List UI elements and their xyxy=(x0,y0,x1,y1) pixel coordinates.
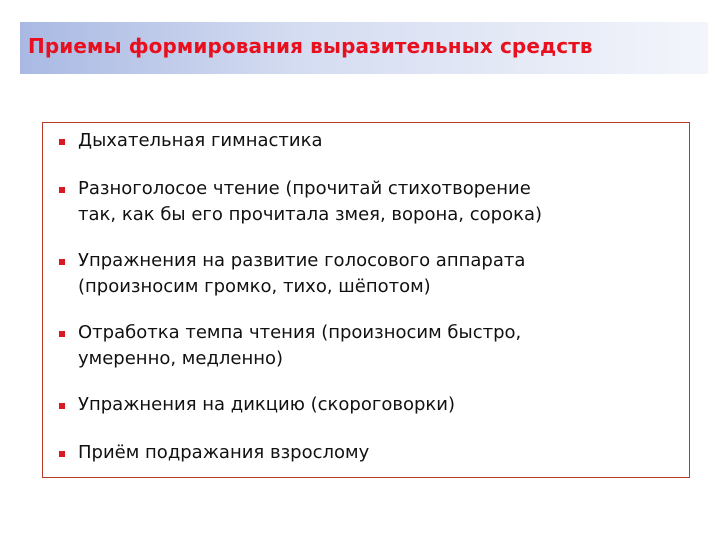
bullet-text-line: Упражнения на дикцию (скороговорки) xyxy=(78,394,455,415)
square-bullet-icon xyxy=(59,139,65,145)
content-box xyxy=(42,122,690,478)
square-bullet-icon xyxy=(59,331,65,337)
bullet-text-line: Отработка темпа чтения (произносим быстро, xyxy=(78,322,522,343)
bullet-text-line: (произносим громко, тихо, шёпотом) xyxy=(78,276,431,297)
bullet-text-line: Упражнения на развитие голосового аппарата xyxy=(78,250,526,271)
square-bullet-icon xyxy=(59,187,65,193)
bullet-text-line: Разноголосое чтение (прочитай стихотворение xyxy=(78,178,531,199)
square-bullet-icon xyxy=(59,451,65,457)
square-bullet-icon xyxy=(59,259,65,265)
bullet-text-line: Дыхательная гимнастика xyxy=(78,130,323,151)
slide-title: Приемы формирования выразительных средств xyxy=(28,34,593,58)
bullet-text-line: так, как бы его прочитала змея, ворона, сорока) xyxy=(78,204,543,225)
bullet-text-line: умеренно, медленно) xyxy=(78,348,284,369)
bullet-text-line: Приём подражания взрослому xyxy=(78,442,370,463)
square-bullet-icon xyxy=(59,403,65,409)
title-bar xyxy=(20,22,708,74)
